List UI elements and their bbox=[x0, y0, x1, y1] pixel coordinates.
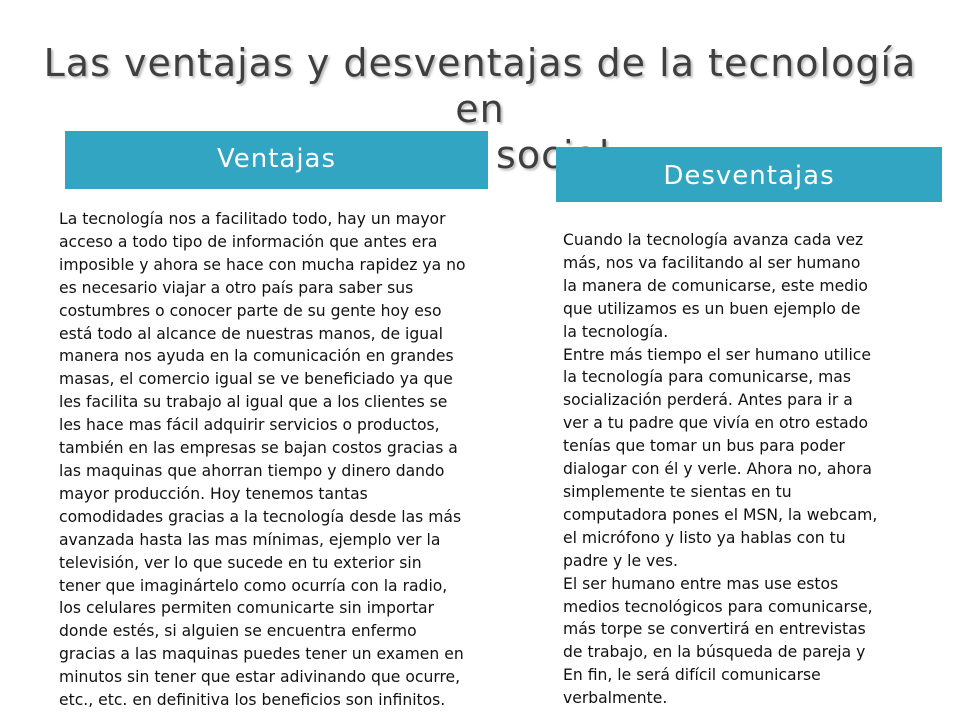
ventajas-text-line: les hace mas fácil adquirir servicios o productos, bbox=[59, 416, 440, 435]
ventajas-text-line: comodidades gracias a la tecnología desde las más bbox=[59, 507, 462, 526]
ventajas-text-line: donde estés, si alguien se encuentra enfermo bbox=[59, 622, 417, 641]
ventajas-text-line: masas, el comercio igual se ve beneficiado ya que bbox=[59, 370, 453, 389]
ventajas-heading: Ventajas bbox=[216, 144, 337, 174]
ventajas-header bbox=[65, 131, 488, 189]
ventajas-text-line: acceso a todo tipo de información que antes era bbox=[59, 232, 438, 251]
desventajas-text-line: de trabajo, en la búsqueda de pareja y bbox=[563, 643, 866, 662]
desventajas-text-line: más torpe se convertirá en entrevistas bbox=[563, 620, 866, 639]
ventajas-text-line: etc., etc. en definitiva los beneficios son infinitos. bbox=[59, 691, 446, 710]
ventajas-text-line: las maquinas que ahorran tiempo y dinero dando bbox=[59, 461, 445, 480]
desventajas-text-line: ver a tu padre que vivía en otro estado bbox=[563, 414, 869, 433]
desventajas-text-line: Cuando la tecnología avanza cada vez bbox=[563, 231, 864, 249]
slide-title-line: social bbox=[496, 133, 611, 177]
desventajas-text-line: tenías que tomar un bus para poder bbox=[563, 437, 845, 456]
ventajas-text-line: mayor producción. Hoy tenemos tantas bbox=[59, 484, 368, 503]
ventajas-text-line: minutos sin tener que estar adivinando que ocurre, bbox=[59, 668, 461, 687]
ventajas-text-line: imposible y ahora se hace con mucha rapidez ya no bbox=[59, 255, 466, 274]
ventajas-text-line: los celulares permiten comunicarte sin importar bbox=[59, 599, 435, 618]
ventajas-text bbox=[59, 208, 466, 712]
desventajas-text-line: simplemente te sientas en tu bbox=[563, 482, 792, 501]
desventajas-text-line: más, nos va facilitando al ser humano bbox=[563, 253, 861, 272]
desventajas-text-line: dialogar con él y verle. Ahora no, ahora bbox=[563, 460, 872, 479]
slide-title-line: Las ventajas y desventajas de la tecnología en bbox=[43, 41, 917, 131]
desventajas-text-line: padre y le ves. bbox=[563, 551, 678, 570]
desventajas-text-line: que utilizamos es un buen ejemplo de bbox=[563, 299, 861, 318]
desventajas-text-line: Entre más tiempo el ser humano utilice bbox=[563, 345, 871, 364]
ventajas-text-line: avanzada hasta las mas mínimas, ejemplo ver la bbox=[59, 530, 441, 549]
desventajas-text-line: El ser humano entre mas use estos bbox=[563, 574, 839, 593]
ventajas-text-line: manera nos ayuda en la comunicación en grandes bbox=[59, 347, 454, 366]
desventajas-text-line: computadora pones el MSN, la webcam, bbox=[563, 505, 878, 524]
desventajas-text-line: medios tecnológicos para comunicarse, bbox=[563, 597, 873, 616]
ventajas-text-line: es necesario viajar a otro país para saber sus bbox=[59, 278, 414, 297]
ventajas-text-line: La tecnología nos a facilitado todo, hay un mayor bbox=[59, 210, 446, 228]
ventajas-text-line: está todo al alcance de nuestras manos, de igual bbox=[59, 324, 444, 343]
desventajas-text-line: la tecnología para comunicarse, mas bbox=[563, 368, 851, 387]
ventajas-text-line: tener que imaginártelo como ocurría con la radio, bbox=[59, 576, 448, 595]
desventajas-text-line: En fin, le será difícil comunicarse bbox=[563, 666, 821, 685]
ventajas-text-line: también en las empresas se bajan costos gracias a bbox=[59, 439, 458, 458]
desventajas-text-line: socialización perderá. Antes para ir a bbox=[563, 391, 853, 410]
desventajas-heading: Desventajas bbox=[663, 160, 835, 191]
ventajas-text-line: gracias a las maquinas puedes tener un examen en bbox=[59, 645, 464, 664]
ventajas-text-line: costumbres o conocer parte de su gente hoy eso bbox=[59, 301, 442, 320]
desventajas-text-line: la manera de comunicarse, este medio bbox=[563, 276, 868, 295]
ventajas-text-line: les facilita su trabajo al igual que a los clientes se bbox=[59, 393, 448, 412]
desventajas-text-line: verbalmente. bbox=[563, 689, 668, 708]
desventajas-text-line: el micrófono y listo ya hablas con tu bbox=[563, 528, 846, 547]
ventajas-text-line: televisión, ver lo que sucede en tu exterior sin bbox=[59, 553, 422, 572]
desventajas-text-line: la tecnología. bbox=[563, 322, 669, 341]
desventajas-text bbox=[563, 229, 877, 710]
desventajas-header bbox=[556, 147, 942, 202]
